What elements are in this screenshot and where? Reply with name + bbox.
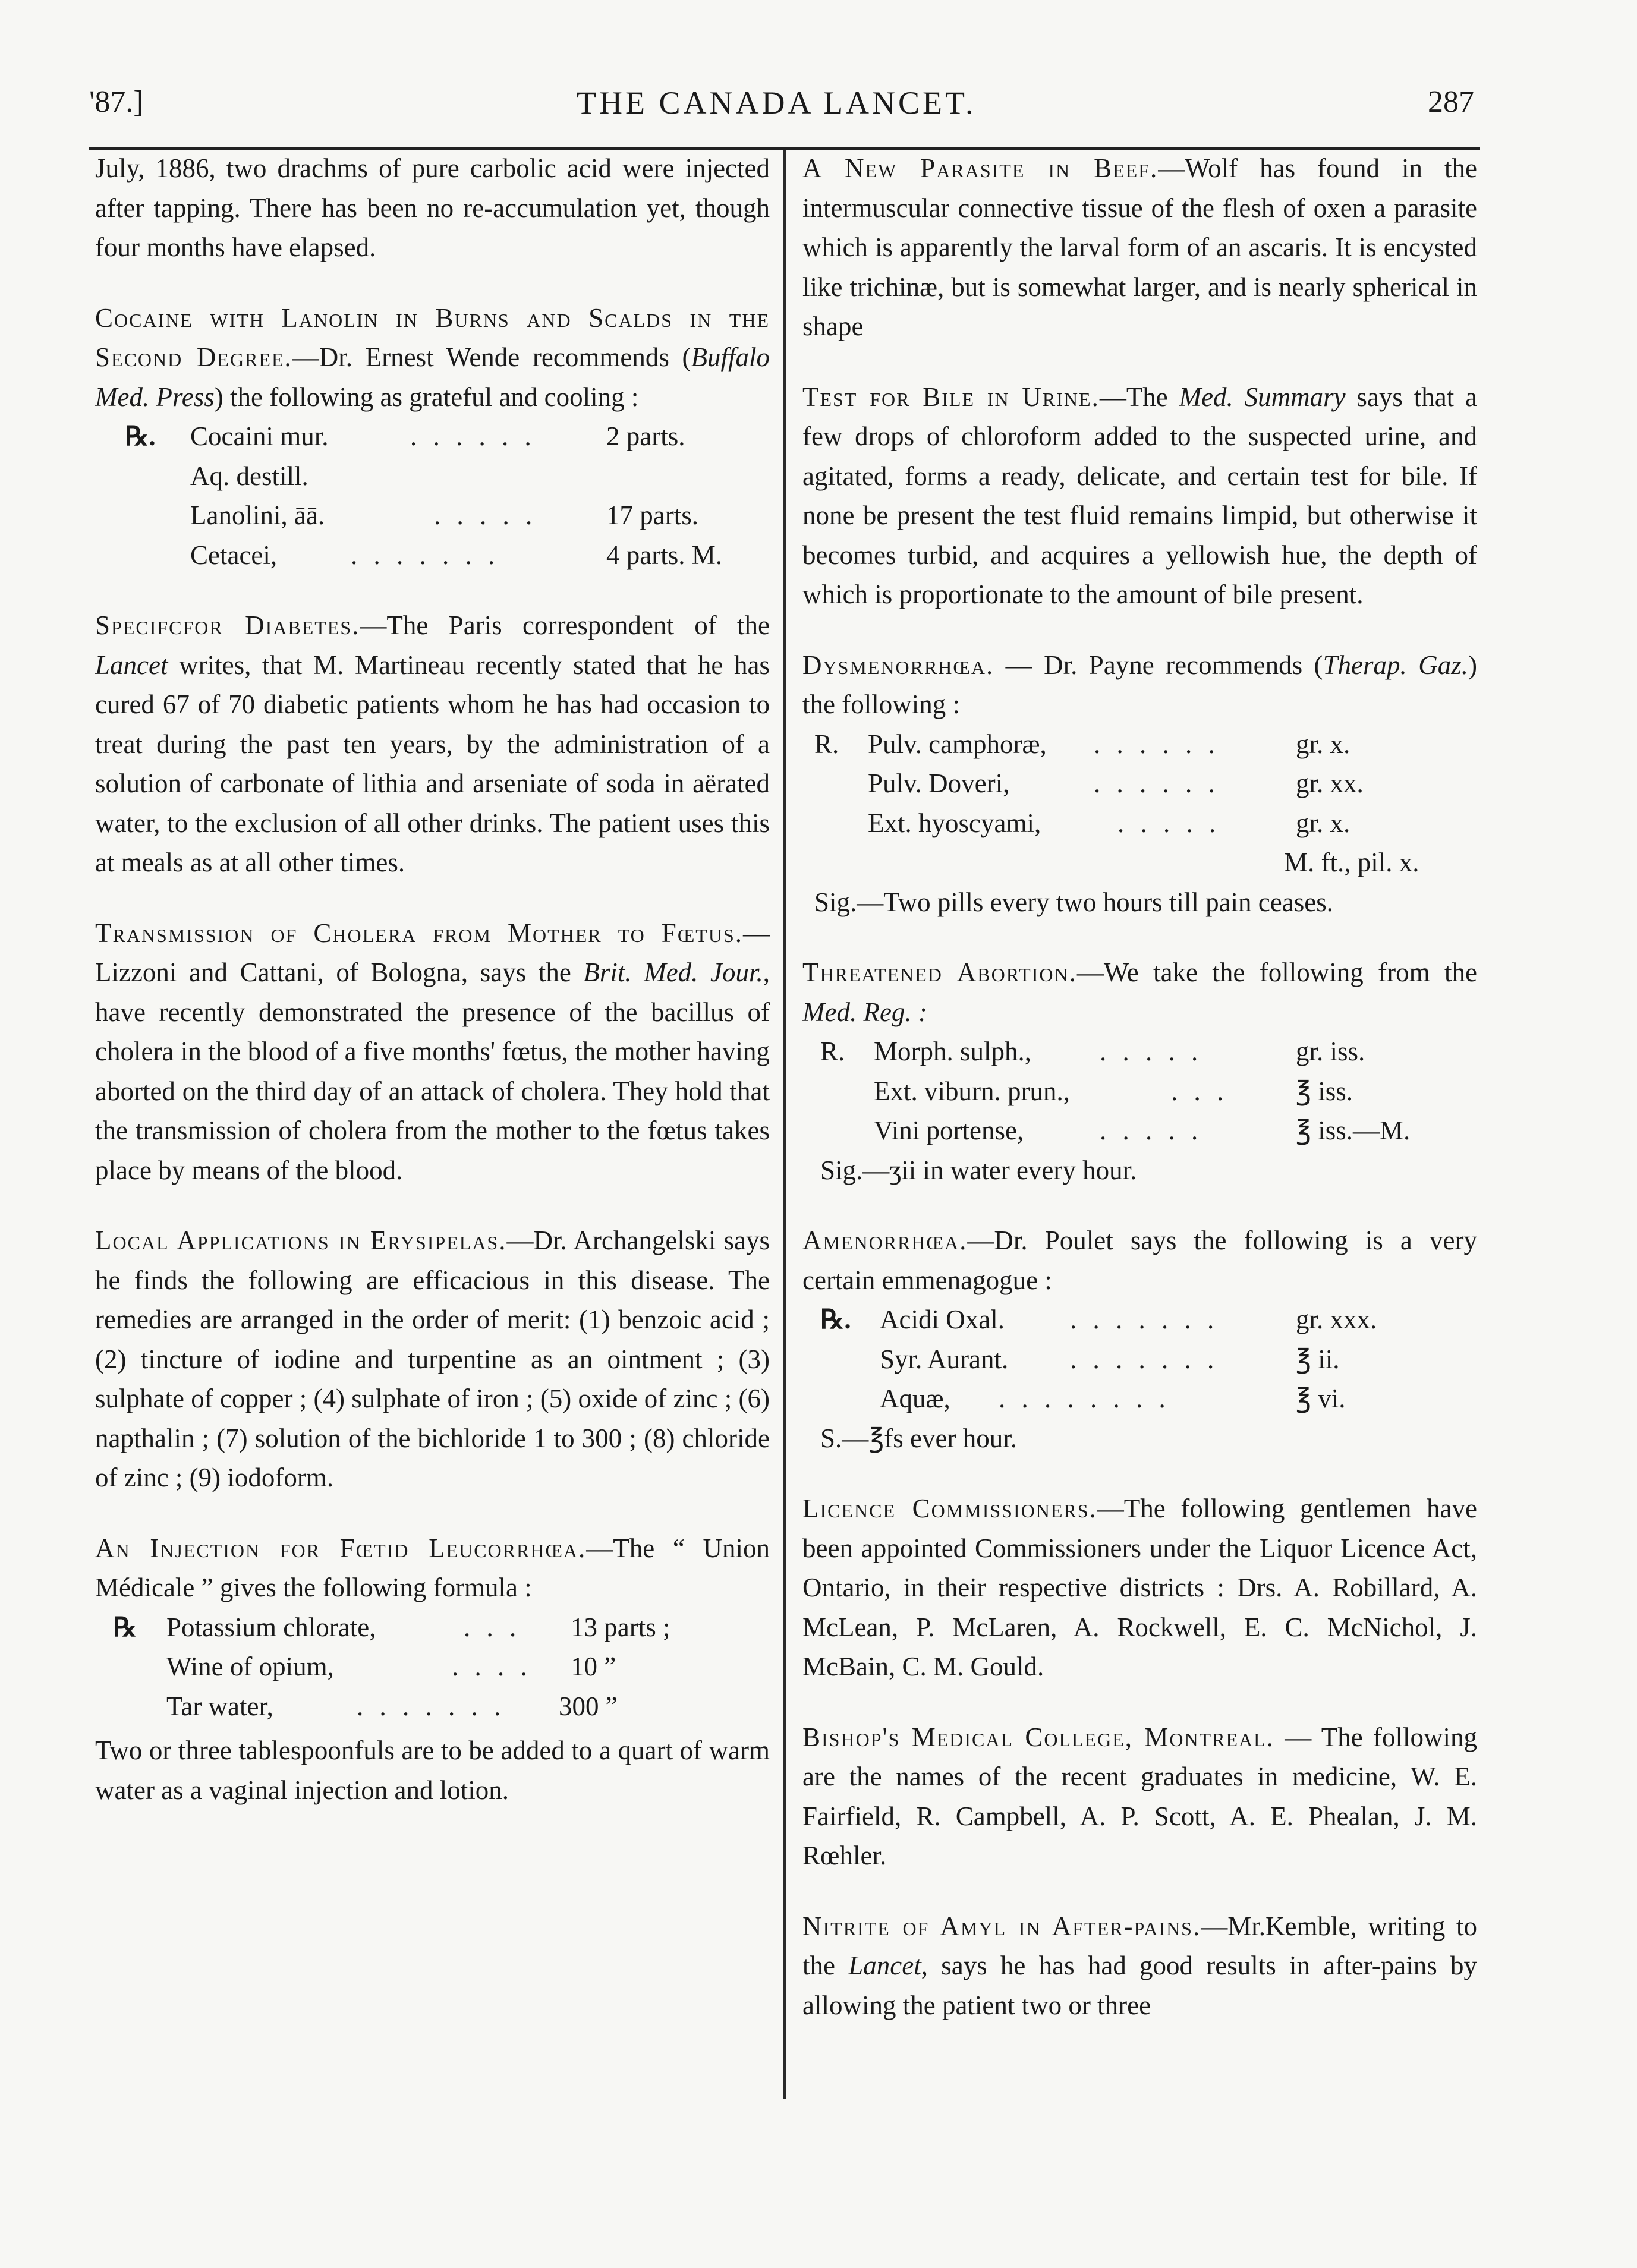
- article-heading: Specifcfor Diabetes.: [95, 610, 360, 640]
- article-heading: Local Applications in Erysipelas.: [95, 1226, 507, 1255]
- article-heading: Threatened Abortion.: [802, 957, 1077, 987]
- article-heading: Nitrite of Amyl in After-pains.: [802, 1911, 1201, 1941]
- prescription-line: Aq. destill.: [190, 461, 308, 491]
- article-erysipelas: Local Applications in Erysipelas.—Dr. Archangelski says he finds the following are efficacious in this disease. The remedies are arranged in the order of merit: (1) benzoic acid ; (2) tincture of iodine and turpentine as an ointment ; (3) sulphate of copper ; (4) sulphate of iron ; (5) oxide of zinc ; (6) napthalin ; (7) solution of the bichloride 1 to 300 ; (8) chloride of zinc ; (9) iodoform.: [95, 1226, 770, 1492]
- article-amenorrhoea: Amenorrhœa.—Dr. Poulet says the following is a very certain emmenagogue : ℞. Acidi Oxal. . . . . . . . gr. xxx. Syr. Aurant. . . . . . . . ℥ ii. Aquæ, . . . . . . . . ℥ vi. S.—℥fs ever hour.: [802, 1221, 1477, 1458]
- article-diabetes: Specifcfor Diabetes.—The Paris correspondent of the Lancet writes, that M. Martineau recently stated that he has cured 67 of 70 diabetic patients whom he has had occasion to treat during the past ten years, by the administration of a solution of carbonate of lithia and arseniate of soda in aërated water, to the exclusion of all other drinks. The patient uses this at meals as at all other times.: [95, 610, 770, 877]
- source-citation: Buffalo Med. Press: [95, 342, 770, 412]
- article-bile: Test for Bile in Urine.—The Med. Summary says that a few drops of chloroform added to the suspected urine, and agitated, forms a ready, delicate, and certain test for bile. If none be present the test fluid remains limpid, but otherwise it becomes turbid, and acquires a yellowish hue, the depth of which is proportionate to the amount of bile present.: [802, 382, 1477, 609]
- prescription-line: Wine of opium, . . . . 10 ˮ: [166, 1652, 616, 1681]
- right-column: [802, 149, 1477, 2025]
- page-header: [89, 77, 1474, 125]
- article-leucorrhoea: An Injection for Fœtid Leucorrhœa.—The “ Union Médicale ” gives the following formula : ℞ Potassium chlorate, . . . 13 parts ; Wine of opium, . . . . 10 ˮ Tar water, . . . . . . . 300 ˮ Two or three tablespoonfuls are to be added to a quart of warm water as a vaginal injection and lotion.: [95, 1529, 770, 1810]
- prescription-line: Ext. viburn. prun., . . . ℥ iss.: [874, 1076, 1353, 1106]
- page-number: 287: [1428, 85, 1474, 119]
- article-cocaine: Cocaine with Lanolin in Burns and Scalds in the Second Degree.—Dr. Ernest Wende recommends (Buffalo Med. Press) the following as grateful and cooling : ℞. Cocaini mur. . . . . . . 2 parts. Aq. destill. Lanolini, āā. . . . . . 17 parts. Cetacei, . . . . . . . 4 parts. M.: [95, 298, 770, 575]
- article-heading: Dysmenorrhœa.: [802, 650, 994, 680]
- prescription-line: Aquæ, . . . . . . . . ℥ vi.: [880, 1384, 1346, 1413]
- article-heading: A New Parasite in Beef.: [802, 153, 1159, 183]
- article-cholera: Transmission of Cholera from Mother to Fœtus.—Lizzoni and Cattani, of Bologna, says the Brit. Med. Jour., have recently demonstrated the presence of the bacillus of cholera in the blood of a five months' fœtus, the mother having aborted on the third day of an attack of cholera. They hold that the transmission of cholera from the mother to the fœtus takes place by means of the blood.: [95, 918, 770, 1185]
- article-heading: Licence Commissioners.: [802, 1494, 1097, 1523]
- article-heading: Cocaine with Lanolin in Burns and Scalds in the Second Degree.: [95, 303, 770, 372]
- prescription-line: Ext. hyoscyami, . . . . . gr. x.: [868, 808, 1350, 838]
- column-divider: [783, 150, 786, 2099]
- signa-line: S.—℥fs ever hour.: [820, 1423, 1017, 1453]
- prescription-line: R. Morph. sulph., . . . . . gr. iss.: [820, 1037, 1365, 1066]
- prescription-line: Pulv. Doveri, . . . . . . gr. xx.: [868, 768, 1364, 798]
- prescription-line: Tar water, . . . . . . . 300 ˮ: [166, 1691, 618, 1721]
- prescription-line: ℞ Potassium chlorate, . . . 13 parts ;: [113, 1612, 670, 1642]
- article-heading: Amenorrhœa.: [802, 1226, 968, 1255]
- journal-title: THE CANADA LANCET.: [577, 85, 977, 121]
- prescription-line: R. Pulv. camphoræ, . . . . . . gr. x.: [814, 729, 1350, 759]
- continuation-paragraph: July, 1886, two drachms of pure carbolic acid were injected after tapping. There has been no re-accumulation yet, though four months have elapsed.: [95, 153, 770, 262]
- article-heading: Test for Bile in Urine.: [802, 382, 1100, 412]
- prescription-line: ℞. Cocaini mur. . . . . . . 2 parts.: [125, 421, 685, 451]
- article-heading: Bishop's Medical College, Montreal.: [802, 1722, 1274, 1752]
- prescription-line: Cetacei, . . . . . . . 4 parts. M.: [190, 540, 722, 570]
- article-heading: Transmission of Cholera from Mother to Fœtus.: [95, 918, 743, 948]
- prescription-line: Lanolini, āā. . . . . . 17 parts.: [190, 500, 698, 530]
- article-licence: Licence Commissioners.—The following gentlemen have been appointed Commissioners under the Liquor Licence Act, Ontario, in their respective districts : Drs. A. Robillard, A. McLean, P. McLaren, A. Rockwell, E. C. McNichol, J. McBain, C. M. Gould.: [802, 1494, 1477, 1681]
- article-bishops: Bishop's Medical College, Montreal. — The following are the names of the recent graduates in medicine, W. E. Fairfield, R. Campbell, A. P. Scott, A. E. Phealan, J. M. Rœhler.: [802, 1722, 1477, 1870]
- article-dysmenorrhoea: Dysmenorrhœa. — Dr. Payne recommends (Therap. Gaz.) the following : R. Pulv. camphoræ, . . . . . . gr. x. Pulv. Doveri, . . . . . . gr. xx. Ext. hyoscyami, . . . . . gr. x. M. ft., pil. x. Sig.—Two pills every two hours till pain ceases.: [802, 645, 1477, 922]
- article-parasite: A New Parasite in Beef.—Wolf has found in the intermuscular connective tissue of the flesh of oxen a parasite which is apparently the larval form of an ascaris. It is encysted like trichinæ, but is somewhat larger, and is nearly spherical in shape: [802, 153, 1477, 341]
- article-amyl: Nitrite of Amyl in After-pains.—Mr.Kemble, writing to the Lancet, says he has had good results in after-pains by allowing the patient two or three: [802, 1911, 1477, 2020]
- left-column: [95, 149, 770, 1810]
- after-note: Two or three tablespoonfuls are to be added to a quart of warm water as a vaginal injection and lotion.: [95, 1735, 770, 1805]
- prescription-line: Vini portense, . . . . . ℥ iss.—M.: [874, 1116, 1411, 1145]
- prescription-line: ℞. Acidi Oxal. . . . . . . . gr. xxx.: [820, 1305, 1377, 1334]
- header-year: '87.]: [89, 85, 144, 119]
- article-abortion: Threatened Abortion.—We take the following from the Med. Reg. : R. Morph. sulph., . . . . . gr. iss. Ext. viburn. prun., . . . ℥ iss. Vini portense, . . . . . ℥ iss.—M. Sig.—ʒii in water every hour.: [802, 953, 1477, 1190]
- signa-line: Sig.—Two pills every two hours till pain ceases.: [814, 887, 1333, 917]
- signa-line: Sig.—ʒii in water every hour.: [820, 1155, 1137, 1185]
- prescription-line: Syr. Aurant. . . . . . . . ℥ ii.: [880, 1344, 1340, 1374]
- prescription-line: M. ft., pil. x.: [1284, 848, 1419, 877]
- article-heading: An Injection for Fœtid Leucorrhœa.: [95, 1533, 587, 1563]
